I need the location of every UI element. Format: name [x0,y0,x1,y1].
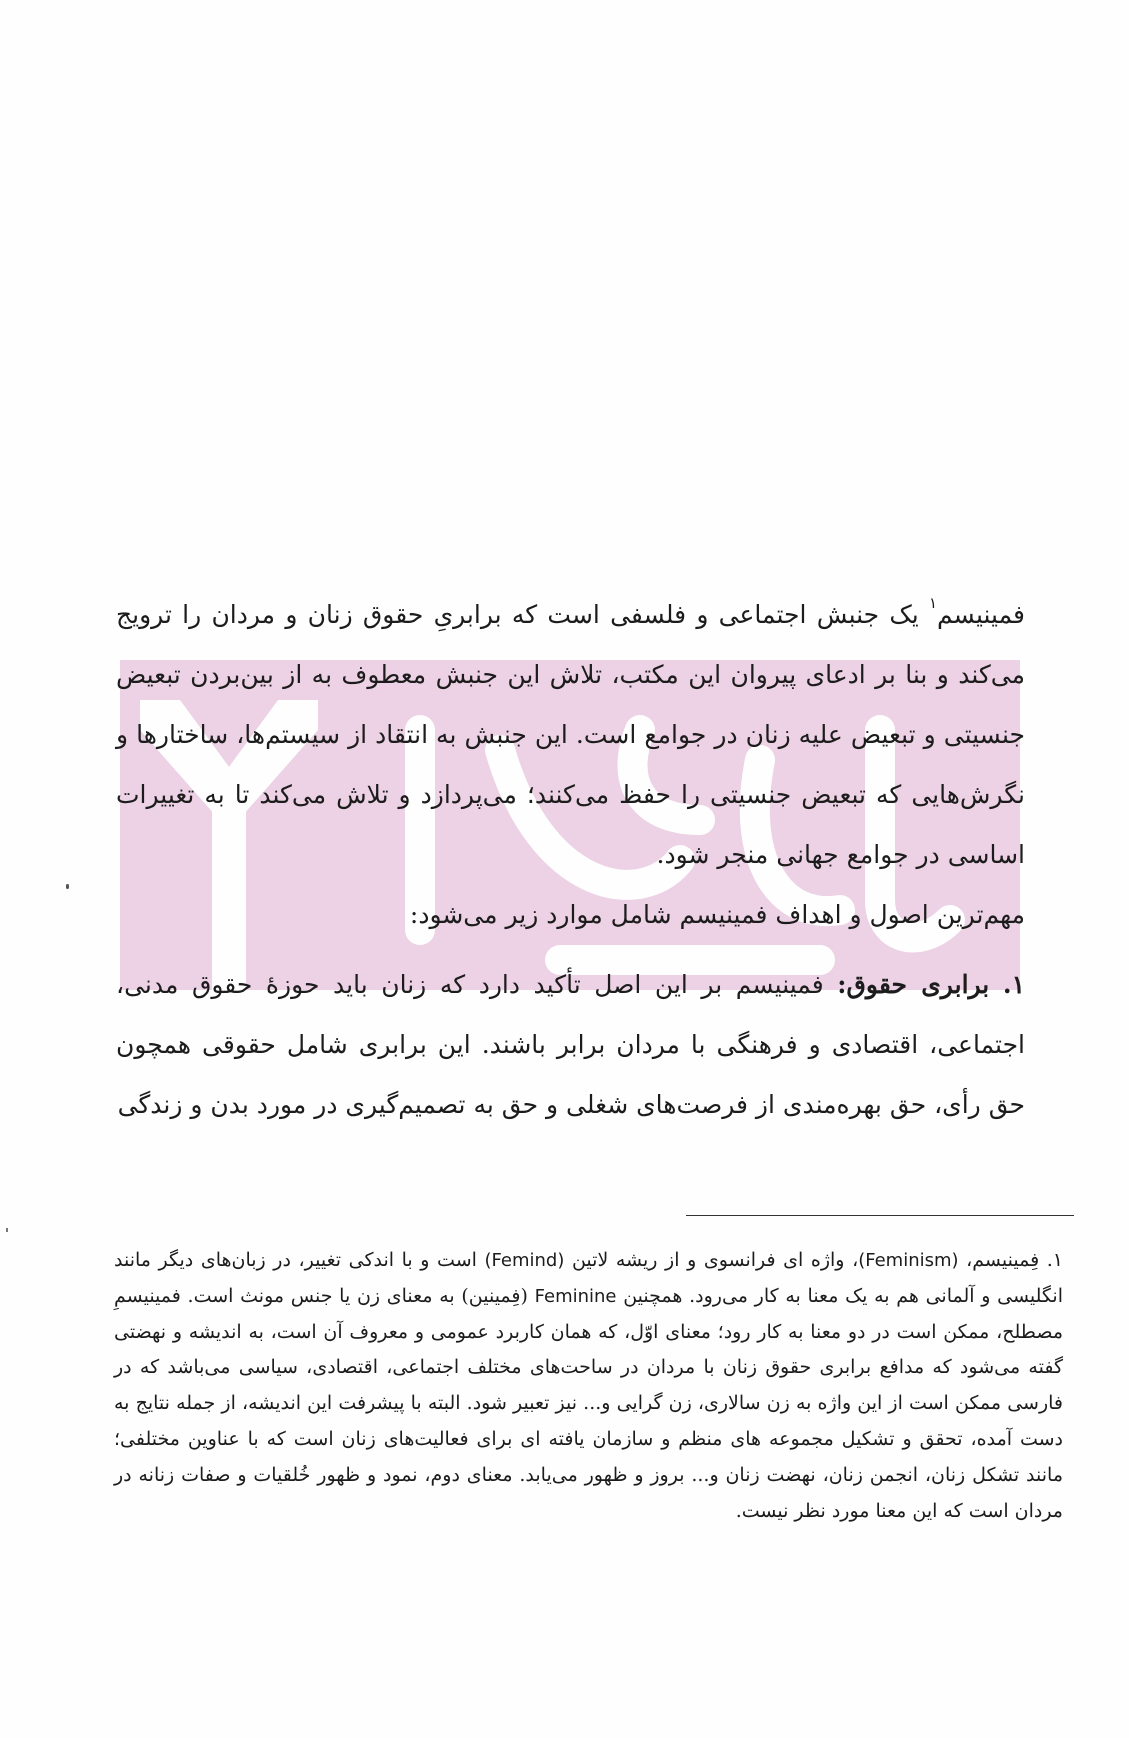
intro-term: فمینیسم [937,600,1025,629]
list-item-1 [116,955,1063,1135]
footnote-part3: (فِمینین) به معنای زن یا جنس مونث است. فمینیسمِ مصطلح، ممکن است در دو معنا به کار رود؛ معنای اوّل، که همان کاربرد عمومی و معروف آن است، به اندیشه و نهضتی گفته می‌شود که مدافع برابری حقوق زنان با مردان در ساحت‌های مختلف اجتماعی، اقتصادی، سیاسی می‌باشد که در فارسی ممکن است از این واژه به زن سالاری، زن گرایی و... نیز تعبیر شود. البته با پیشرفت این اندیشه، از جمله نتایج به دست آمده، تحقق و تشکیل مجموعه های منظم و سازمان یافته ای برای فعالیت‌های زنان است که با عناوین مختلفی؛ مانند تشکل زنان، انجمن زنان، نهضت زنان و... بروز و ظهور می‌یابد. معنای دوم، نمود و ظهور خُلقیات و صفات زنانه در مردان است که این معنا مورد نظر نیست. [114,1284,1063,1522]
footnote-reference[interactable]: ۱ [928,593,938,612]
list-item-1-text: فمینیسم بر این اصل تأکید دارد که زنان باید حوزهٔ حقوق مدنی، اجتماعی، اقتصادی و فرهنگی با مردان برابر باشند. این برابری شامل حقوقی همچون حق رأی، حق بهره‌مندی از فرصت‌های شغلی و حق به تصمیم‌گیری در مورد بدن و زندگی [116,970,1025,1119]
footnote-part1: ، واژه ای فرانسوی و از ریشه لاتین [571,1249,859,1271]
intro-text: یک جنبش اجتماعی و فلسفی است که برابریِ حقوق زنان و مردان را ترویج می‌کند و بنا بر ادعای پیروان این مکتب، تلاش این جنبش معطوف به از بین‌بردن تبعیض جنسیتی و تبعیض علیه زنان در جوامع است. این جنبش به انتقاد از سیستم‌ها، ساختارها و نگرش‌هایی که تبعیض جنسیتی را حفظ می‌کنند؛ می‌پردازد و تلاش می‌کند تا به تغییرات اساسی در جوامع جهانی منجر شود. [116,600,1025,869]
footnote-number: ۱. [1046,1249,1064,1271]
list-item-1-title: برابری حقوق: [837,970,990,999]
footnote [114,1243,1063,1529]
footnote-term: فِمینیسم، [966,1249,1040,1271]
scan-speck [6,1228,8,1232]
main-text [116,585,1063,1135]
lead-paragraph: مهم‌ترین اصول و اهداف فمینیسم شامل موارد زیر می‌شود: [409,900,1025,929]
intro-paragraph [116,585,1063,885]
footnote-part2: است و با اندکی تغییر، در زبان‌های دیگر مانند انگلیسی و آلمانی هم به یک معنا به کار می‌رود. همچنین [114,1249,1063,1307]
footnote-latin-adj: Feminine [534,1285,617,1307]
footnote-divider [686,1215,1074,1216]
footnote-paragraph [114,1243,1063,1529]
list-item-1-number: ۱. [1002,970,1025,999]
footnote-latin-root: (Femind) [484,1250,565,1271]
scan-speck [66,884,69,889]
footnote-latin-word: (Feminism) [858,1250,959,1271]
